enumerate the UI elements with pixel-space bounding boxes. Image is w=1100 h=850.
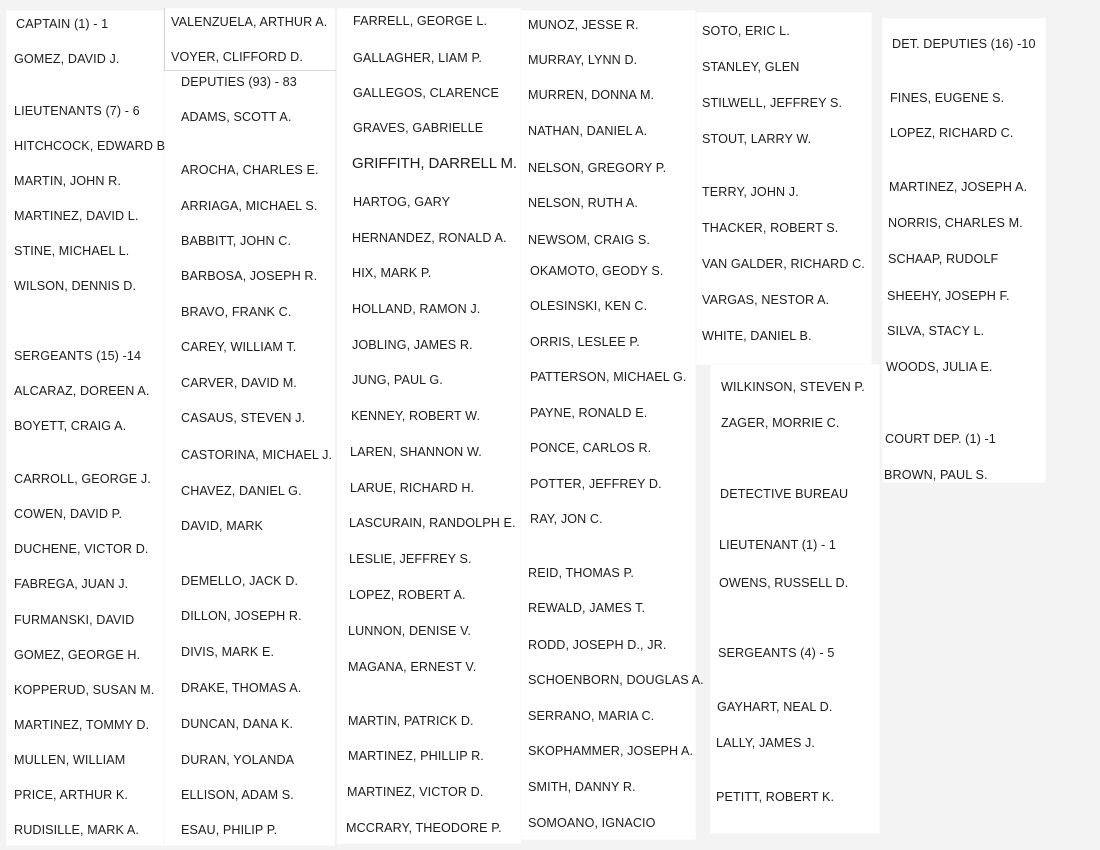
roster-name: NATHAN, DANIEL A. xyxy=(528,124,648,138)
roster-name: LASCURAIN, RANDOLPH E. xyxy=(349,516,516,530)
roster-name: COWEN, DAVID P. xyxy=(14,507,123,521)
roster-name: STANLEY, GLEN xyxy=(702,60,800,74)
roster-name: GALLAGHER, LIAM P. xyxy=(353,51,482,65)
roster-name: MARTIN, PATRICK D. xyxy=(348,714,474,728)
roster-name: AROCHA, CHARLES E. xyxy=(181,163,319,177)
roster-name: STILWELL, JEFFREY S. xyxy=(702,96,843,110)
roster-name: WHITE, DANIEL B. xyxy=(702,329,812,343)
roster-name: ADAMS, SCOTT A. xyxy=(181,110,292,124)
roster-name: PETITT, ROBERT K. xyxy=(716,790,835,804)
roster-name: CASTORINA, MICHAEL J. xyxy=(181,448,333,462)
roster-name: GRIFFITH, DARRELL M. xyxy=(352,155,517,172)
roster-name: TERRY, JOHN J. xyxy=(702,185,799,199)
roster-name: HARTOG, GARY xyxy=(353,195,451,209)
roster-name: WILKINSON, STEVEN P. xyxy=(721,380,865,394)
roster-name: NELSON, RUTH A. xyxy=(528,196,638,210)
detective-deputies-heading: DET. DEPUTIES (16) -10 xyxy=(892,37,1036,51)
roster-name: HIX, MARK P. xyxy=(352,266,432,280)
roster-name: DEMELLO, JACK D. xyxy=(181,574,299,588)
roster-name: NEWSOM, CRAIG S. xyxy=(528,233,650,247)
roster-name: MARTINEZ, PHILLIP R. xyxy=(348,749,484,763)
left-separator-line xyxy=(164,8,165,70)
roster-name: MUNOZ, JESSE R. xyxy=(528,18,639,32)
roster-name: NORRIS, CHARLES M. xyxy=(888,216,1023,230)
roster-name: WILSON, DENNIS D. xyxy=(14,279,137,293)
roster-name: MURRAY, LYNN D. xyxy=(528,53,638,67)
roster-column-6-paper xyxy=(882,18,1046,483)
roster-name: ARRIAGA, MICHAEL S. xyxy=(181,199,318,213)
roster-name: CHAVEZ, DANIEL G. xyxy=(181,484,302,498)
roster-name: LARUE, RICHARD H. xyxy=(350,481,475,495)
roster-name: ALCARAZ, DOREEN A. xyxy=(14,384,150,398)
roster-name: DAVID, MARK xyxy=(181,519,264,533)
roster-column-5b-paper xyxy=(710,364,880,834)
roster-name: MURREN, DONNA M. xyxy=(528,88,655,102)
roster-name: SERRANO, MARIA C. xyxy=(528,709,655,723)
roster-name: POTTER, JEFFREY D. xyxy=(530,477,662,491)
sergeants-heading-detective: SERGEANTS (4) - 5 xyxy=(718,646,835,660)
roster-name: JOBLING, JAMES R. xyxy=(352,338,473,352)
roster-name: LUNNON, DENISE V. xyxy=(348,624,472,638)
roster-name: DURAN, YOLANDA xyxy=(181,753,295,767)
roster-name: DRAKE, THOMAS A. xyxy=(181,681,302,695)
roster-name: VARGAS, NESTOR A. xyxy=(702,293,830,307)
roster-name: MAGANA, ERNEST V. xyxy=(348,660,477,674)
roster-name: HERNANDEZ, RONALD A. xyxy=(352,231,507,245)
deputies-heading: DEPUTIES (93) - 83 xyxy=(181,75,297,89)
roster-name: HOLLAND, RAMON J. xyxy=(352,302,481,316)
roster-name: KOPPERUD, SUSAN M. xyxy=(14,683,155,697)
roster-name: REWALD, JAMES T. xyxy=(528,601,646,615)
roster-name: SCHOENBORN, DOUGLAS A. xyxy=(528,673,704,687)
roster-name: GOMEZ, DAVID J. xyxy=(14,52,120,66)
roster-name: RAY, JON C. xyxy=(530,512,603,526)
roster-name: THACKER, ROBERT S. xyxy=(702,221,839,235)
roster-name: OLESINSKI, KEN C. xyxy=(530,299,648,313)
roster-name: WOODS, JULIA E. xyxy=(886,360,993,374)
roster-name: CARVER, DAVID M. xyxy=(181,376,297,390)
roster-name: SHEEHY, JOSEPH F. xyxy=(887,289,1010,303)
roster-name: ORRIS, LESLEE P. xyxy=(530,335,640,349)
roster-name: REID, THOMAS P. xyxy=(528,566,635,580)
roster-name: ELLISON, ADAM S. xyxy=(181,788,294,802)
roster-name: STINE, MICHAEL L. xyxy=(14,244,130,258)
roster-name: RUDISILLE, MARK A. xyxy=(14,823,139,837)
roster-name: MARTINEZ, TOMMY D. xyxy=(14,718,150,732)
detective-bureau-heading: DETECTIVE BUREAU xyxy=(720,487,849,501)
roster-name: SILVA, STACY L. xyxy=(887,324,985,338)
roster-name: KENNEY, ROBERT W. xyxy=(351,409,481,423)
roster-name: SMITH, DANNY R. xyxy=(528,780,636,794)
roster-name: FABREGA, JUAN J. xyxy=(14,577,129,591)
roster-name: RODD, JOSEPH D., JR. xyxy=(528,638,667,652)
roster-name: FARRELL, GEORGE L. xyxy=(353,14,488,28)
roster-name: DUNCAN, DANA K. xyxy=(181,717,294,731)
captain-heading: CAPTAIN (1) - 1 xyxy=(16,17,109,31)
roster-name: CAREY, WILLIAM T. xyxy=(181,340,297,354)
roster-name: BARBOSA, JOSEPH R. xyxy=(181,269,318,283)
roster-name: FINES, EUGENE S. xyxy=(890,91,1005,105)
roster-name: STOUT, LARRY W. xyxy=(702,132,812,146)
roster-name: MCCRARY, THEODORE P. xyxy=(346,821,502,835)
roster-name: LOPEZ, ROBERT A. xyxy=(349,588,466,602)
roster-name: MARTINEZ, VICTOR D. xyxy=(347,785,484,799)
roster-name: CASAUS, STEVEN J. xyxy=(181,411,306,425)
roster-name: BROWN, PAUL S. xyxy=(884,468,988,482)
roster-name: FURMANSKI, DAVID xyxy=(14,613,135,627)
roster-name: ESAU, PHILIP P. xyxy=(181,823,278,837)
lieutenant-heading: LIEUTENANT (1) - 1 xyxy=(719,538,837,552)
roster-name: HITCHCOCK, EDWARD B xyxy=(14,139,166,153)
roster-name: SOTO, ERIC L. xyxy=(702,24,790,38)
roster-name: GOMEZ, GEORGE H. xyxy=(14,648,141,662)
roster-name: BOYETT, CRAIG A. xyxy=(14,419,127,433)
roster-name: MULLEN, WILLIAM xyxy=(14,753,126,767)
top-separator-line xyxy=(164,70,336,71)
roster-name: GALLEGOS, CLARENCE xyxy=(353,86,499,100)
roster-name: BABBITT, JOHN C. xyxy=(181,234,292,248)
lieutenants-heading: LIEUTENANTS (7) - 6 xyxy=(14,104,140,118)
roster-name: ZAGER, MORRIE C. xyxy=(721,416,840,430)
roster-name: PATTERSON, MICHAEL G. xyxy=(530,370,687,384)
roster-name: OKAMOTO, GEODY S. xyxy=(530,264,664,278)
roster-name: GRAVES, GABRIELLE xyxy=(353,121,484,135)
roster-name: CARROLL, GEORGE J. xyxy=(14,472,151,486)
roster-name: PRICE, ARTHUR K. xyxy=(14,788,129,802)
roster-name: GAYHART, NEAL D. xyxy=(717,700,833,714)
roster-name: MARTIN, JOHN R. xyxy=(14,174,121,188)
court-deputy-heading: COURT DEP. (1) -1 xyxy=(885,432,996,446)
roster-name: VOYER, CLIFFORD D. xyxy=(171,50,303,64)
roster-name: JUNG, PAUL G. xyxy=(352,373,443,387)
roster-name: VALENZUELA, ARTHUR A. xyxy=(171,15,328,29)
roster-name: LESLIE, JEFFREY S. xyxy=(349,552,472,566)
roster-name: DUCHENE, VICTOR D. xyxy=(14,542,149,556)
roster-name: DIVIS, MARK E. xyxy=(181,645,275,659)
roster-name: PONCE, CARLOS R. xyxy=(530,441,652,455)
roster-name: DILLON, JOSEPH R. xyxy=(181,609,302,623)
roster-name: SOMOANO, IGNACIO xyxy=(528,816,656,830)
roster-name: MARTINEZ, JOSEPH A. xyxy=(889,180,1028,194)
roster-name: LALLY, JAMES J. xyxy=(716,736,816,750)
roster-name: SKOPHAMMER, JOSEPH A. xyxy=(528,744,694,758)
roster-name: LAREN, SHANNON W. xyxy=(350,445,482,459)
roster-name: SCHAAP, RUDOLF xyxy=(888,252,999,266)
sergeants-heading: SERGEANTS (15) -14 xyxy=(14,349,142,363)
roster-name: OWENS, RUSSELL D. xyxy=(719,576,849,590)
roster-name: NELSON, GREGORY P. xyxy=(528,161,667,175)
roster-name: BRAVO, FRANK C. xyxy=(181,305,292,319)
roster-name: PAYNE, RONALD E. xyxy=(530,406,648,420)
roster-name: VAN GALDER, RICHARD C. xyxy=(702,257,865,271)
roster-name: MARTINEZ, DAVID L. xyxy=(14,209,139,223)
roster-name: LOPEZ, RICHARD C. xyxy=(890,126,1014,140)
